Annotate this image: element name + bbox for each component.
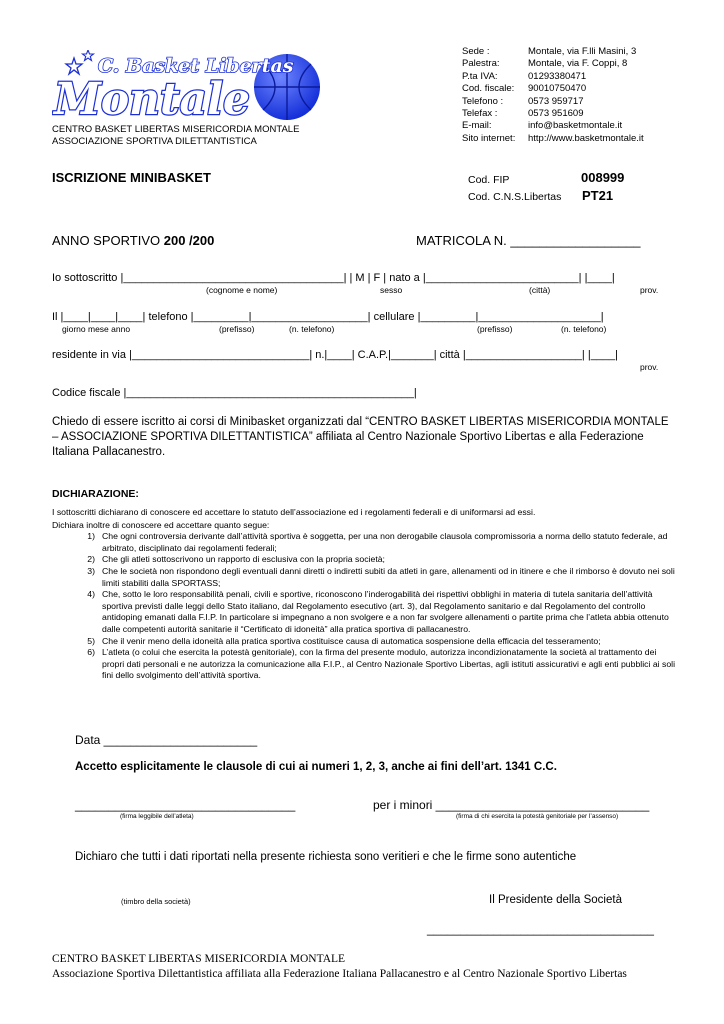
header-org [52,124,299,148]
star-icon [66,58,82,74]
line-codice-fiscale[interactable]: Codice fiscale |_______________________________________________| [52,387,417,399]
contact-row: P.ta IVA: 01293380471 [462,70,587,82]
contact-row: Palestra: Montale, via F. Coppi, 8 [462,58,628,70]
contact-info [462,46,644,145]
declaration-heading: DICHIARAZIONE: [52,488,139,500]
logo-graphic [52,50,322,122]
cod-cns-label: Cod. C.N.S.Libertas [468,191,562,203]
list-item: 1) Che ogni controversia derivante dall’attività sportiva è soggetta, per una non derogabile clausola compromissoria a norma dello statuto federale, ad arbitrato, disciplinato dai regolamenti federali; [87,531,668,553]
logo-top-text: C. Basket Libertas [98,55,294,77]
list-item: 2) Che gli atleti sottoscrivono un rapporto di esclusiva con la propria società; [87,554,385,565]
star-icon [83,50,94,61]
org-line-1: CENTRO BASKET LIBERTAS MISERICORDIA MONTALE [52,124,300,135]
cod-fip-label: Cod. FIP [468,174,510,186]
sub-data: giorno mese anno [62,324,131,334]
contact-row: Telefono : 0573 959717 [462,95,584,107]
sub-sesso: sesso [380,285,403,295]
contact-row: Telefax : 0573 951609 [462,108,584,120]
guardian-signature-line[interactable]: per i minori ________________________________ [373,798,650,812]
list-item: 6) L’atleta (o colui che esercita la potestà genitoriale), con la firma del presente modulo, autorizza incondizionatamente la società al trattamento dei propri dati personali e ne autorizza la comunicazione alla F.I.P., al Centro Nazionale Sportivo Libertas, agli istituti assicurativi e agli enti pubblici ai soli fini dello svolgimento dell’attività sportiva. [87,647,676,681]
club-logo [52,50,322,122]
sub-citta: (città) [529,285,551,295]
matricola: MATRICOLA N. __________________ [416,233,641,248]
declaration-intro-2: Dichiara inoltre di conoscere ed accettare quanto segue: [52,519,270,530]
sub-prov-residenza: prov. [640,362,659,372]
line-nome[interactable]: Io sottoscritto |____________________________________| | M | F | nato a |_________________________| |____| [52,272,615,284]
logo-main-text: Montale [52,74,250,122]
athlete-signature-line[interactable]: _________________________________ [75,798,296,812]
sub-prov: prov. [640,285,659,295]
cod-cns-value: PT21 [582,188,614,203]
contact-row: E-mail: info@basketmontale.it [462,120,623,132]
sub-cellulare: (n. telefono) [561,324,607,334]
org-line-2: ASSOCIAZIONE SPORTIVA DILETTANTISTICA [52,136,257,147]
page-footer [52,952,627,981]
contact-row: Cod. fiscale: 90010750470 [462,83,587,95]
sub-nome: (cognome e nome) [206,285,278,295]
accetto-clausole: Accetto esplicitamente le clausole di cui ai numeri 1, 2, 3, anche ai fini dell’art. 1341 C.C. [75,761,557,773]
declaration-body [52,507,680,682]
guardian-signature-caption: (firma di chi esercita la potestà genitoriale per l’assenso) [456,813,619,820]
line-residenza[interactable]: residente in via |_____________________________| n.|____| C.A.P.|_______| città |___________________| |____| [52,349,619,361]
data-field[interactable]: Data _______________________ [75,733,258,747]
form-title: ISCRIZIONE MINIBASKET [52,170,211,185]
timbro-caption: (timbro della società) [121,897,191,906]
sub-prefisso: (prefisso) [219,324,255,334]
anno-sportivo: ANNO SPORTIVO 200 /200 [52,233,215,248]
declaration-intro-1: I sottoscritti dichiarano di conoscere ed accettare lo statuto dell’associazione ed i regolamenti federali e di uniformarsi ad essi. [52,507,536,517]
list-item: 5) Che il venir meno della idoneità alla pratica sportiva costituisce causa di automatica sospensione della efficacia del tesseramento; [87,635,601,646]
dichiaro-veridicita: Dichiaro che tutti i dati riportati nella presente richiesta sono veritieri e che le firme sono autentiche [75,851,577,863]
presidente-label: Il Presidente della Società [489,894,622,906]
contact-row: Sede : Montale, via F.lli Masini, 3 [462,46,637,57]
contact-row: Sito internet: http://www.basketmontale.it [462,132,644,144]
sub-prefisso-cell: (prefisso) [477,324,513,334]
list-item: 3) Che le società non rispondono degli eventuali danni diretti o indiretti subiti da atleti in gare, allenamenti od in itinere e che il rimborso è dovuto nei soli limiti stabiliti dalla SPORTASS; [87,565,675,588]
presidente-signature-line[interactable]: __________________________________ [427,922,654,936]
cod-fip-value: 008999 [581,170,625,185]
request-paragraph: Chiedo di essere iscritto ai corsi di Minibasket organizzati dal “CENTRO BASKET LIBERTAS MISERICORDIA MONTALE – ASSOCIAZIONE SPORTIVA DILETTANTISTICA” affiliata al Centro Nazionale Sportivo Libertas e alla Federazione Italiana Pallacanestro. [52,416,669,458]
athlete-signature-caption: (firma leggibile dell’atleta) [120,813,194,820]
line-data-telefono[interactable]: Il |____|____|____| telefono |_________|___________________| cellulare |_________|____________________| [52,311,604,323]
sub-telefono: (n. telefono) [289,324,335,334]
footer-line-2: Associazione Sportiva Dilettantistica affiliata alla Federazione Italiana Pallacanestro e al Centro Nazionale Sportivo Libertas [52,967,627,980]
anno-value: 200 /200 [163,233,215,248]
footer-line-1: CENTRO BASKET LIBERTAS MISERICORDIA MONTALE [52,953,346,965]
list-item: 4) Che, sotto le loro responsabilità penali, civili e sportive, riconoscono l’inderogabilità dei rispettivi obblighi in materia di tutela sanitaria dell’attività sportiva previsti dalle leggi dello Stato italiano, dal Regolamento esecutivo (art. 3), dal Regolamento sanitario e dal Regolamento del controllo antidoping emanati dalla F.I.P. In particolare si impegnano a non svolgere e a non far svolgere allenamenti o partite prima che l’atleta abbia ottenuto dalle competenti autorità sanitarie il “Certificato di idoneità” alla pratica sportiva di pallacanestro. [87,589,669,634]
